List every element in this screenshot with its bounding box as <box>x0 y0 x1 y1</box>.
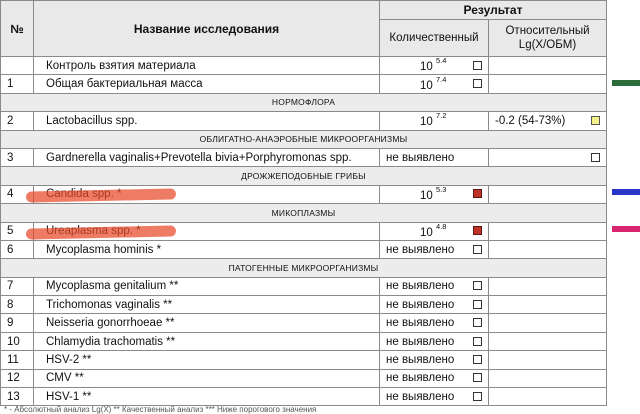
status-box-empty <box>473 355 482 364</box>
relative-result <box>489 185 607 203</box>
quant-text: не выявлено <box>386 372 455 385</box>
row-number: 7 <box>1 277 34 295</box>
relative-result <box>489 148 607 166</box>
edge-marker-pink <box>612 226 640 232</box>
relative-result <box>489 369 607 387</box>
test-name: Mycoplasma hominis * <box>34 240 380 258</box>
quant-base: 10 <box>420 79 433 92</box>
quant-result <box>380 240 489 258</box>
table-row <box>1 75 607 93</box>
row-number: 5 <box>1 222 34 240</box>
table-row <box>1 57 607 75</box>
relative-result <box>489 314 607 332</box>
quant-text: не выявлено <box>386 335 455 348</box>
status-box-empty <box>473 392 482 401</box>
test-name: Общая бактериальная масса <box>34 75 380 93</box>
table-row <box>1 351 607 369</box>
quant-result <box>380 75 489 93</box>
test-name: Neisseria gonorrhoeae ** <box>34 314 380 332</box>
edge-marker-green <box>612 80 640 86</box>
status-box-red <box>473 226 482 235</box>
section-title: ОБЛИГАТНО-АНАЭРОБНЫЕ МИКРООРГАНИЗМЫ <box>1 130 607 148</box>
test-name: HSV-1 ** <box>34 388 380 406</box>
quant-result <box>380 222 489 240</box>
status-box-empty <box>591 153 600 162</box>
section-row <box>1 130 607 148</box>
test-name: Lactobacillus spp. <box>34 112 380 130</box>
footnote: * - Абсолютный анализ Lg(X) ** Качественный анализ *** Ниже порогового значения <box>4 405 317 414</box>
test-name: Mycoplasma genitalium ** <box>34 277 380 295</box>
test-name: Контроль взятия материала <box>34 57 380 75</box>
quant-exponent: 4.8 <box>436 222 447 231</box>
table-row <box>1 112 607 130</box>
quant-result <box>380 369 489 387</box>
quant-text: не выявлено <box>386 298 455 311</box>
test-name: HSV-2 ** <box>34 351 380 369</box>
row-number: 3 <box>1 148 34 166</box>
relative-result <box>489 332 607 350</box>
row-number: 4 <box>1 185 34 203</box>
status-box-empty <box>473 318 482 327</box>
quant-result <box>380 57 489 75</box>
table-row <box>1 296 607 314</box>
section-row <box>1 204 607 222</box>
quant-result <box>380 332 489 350</box>
quant-base: 10 <box>420 189 433 202</box>
quant-result <box>380 277 489 295</box>
status-box-red <box>473 189 482 198</box>
col-num-header: № <box>1 1 34 57</box>
quant-exponent: 5.3 <box>436 185 447 195</box>
relative-value: -0.2 (54-73%) <box>495 114 566 127</box>
row-number: 8 <box>1 296 34 314</box>
section-row <box>1 93 607 111</box>
relative-result <box>489 75 607 93</box>
relative-result <box>489 222 607 240</box>
row-number: 11 <box>1 351 34 369</box>
quant-result <box>380 351 489 369</box>
table-row <box>1 148 607 166</box>
table-row <box>1 240 607 258</box>
status-box-empty <box>473 337 482 346</box>
row-number: 1 <box>1 75 34 93</box>
quant-exponent: 7.4 <box>436 74 447 84</box>
col-rel-header: Относительный Lg(X/ОБМ) <box>489 20 607 57</box>
relative-result <box>489 240 607 258</box>
quant-exponent: 5.4 <box>436 56 447 66</box>
quant-base: 10 <box>420 61 433 74</box>
status-box-empty <box>473 373 482 382</box>
quant-result <box>380 112 489 130</box>
row-number: 13 <box>1 388 34 406</box>
row-number: 9 <box>1 314 34 332</box>
test-name: Chlamydia trachomatis ** <box>34 332 380 350</box>
quant-text: не выявлено <box>386 317 455 330</box>
quant-result <box>380 314 489 332</box>
section-title: НОРМОФЛОРА <box>1 93 607 111</box>
edge-marker-blue <box>612 189 640 195</box>
test-name: Trichomonas vaginalis ** <box>34 296 380 314</box>
relative-result <box>489 296 607 314</box>
row-number: 10 <box>1 332 34 350</box>
row-number: 2 <box>1 112 34 130</box>
quant-result <box>380 388 489 406</box>
table-row <box>1 277 607 295</box>
quant-text: не выявлено <box>386 353 455 366</box>
quant-base: 10 <box>420 226 433 239</box>
section-row <box>1 259 607 277</box>
status-box-empty <box>473 281 482 290</box>
status-box-empty <box>473 79 482 88</box>
table-row <box>1 332 607 350</box>
quant-exponent: 7.2 <box>436 111 447 121</box>
table-row <box>1 314 607 332</box>
row-number <box>1 57 34 75</box>
col-name-header: Название исследования <box>34 1 380 57</box>
col-quant-header: Количественный <box>380 20 489 57</box>
table-row <box>1 369 607 387</box>
quant-result <box>380 148 489 166</box>
status-box-empty <box>473 300 482 309</box>
relative-result <box>489 277 607 295</box>
status-box-yellow <box>591 116 600 125</box>
section-title: ДРОЖЖЕПОДОБНЫЕ ГРИБЫ <box>1 167 607 185</box>
test-name: CMV ** <box>34 369 380 387</box>
section-title: МИКОПЛАЗМЫ <box>1 204 607 222</box>
status-box-empty <box>473 245 482 254</box>
quant-base: 10 <box>420 116 433 129</box>
section-title: ПАТОГЕННЫЕ МИКРООРГАНИЗМЫ <box>1 259 607 277</box>
relative-result <box>489 57 607 75</box>
row-number: 6 <box>1 240 34 258</box>
quant-text: не выявлено <box>386 280 455 293</box>
quant-text: не выявлено <box>386 390 455 403</box>
table-row <box>1 388 607 406</box>
relative-result <box>489 351 607 369</box>
quant-text: не выявлено <box>386 243 455 256</box>
status-box-empty <box>473 61 482 70</box>
col-result-header: Результат <box>380 1 607 20</box>
quant-result <box>380 296 489 314</box>
test-name: Gardnerella vaginalis+Prevotella bivia+Porphyromonas spp. <box>34 148 380 166</box>
relative-result <box>489 112 607 130</box>
quant-text: не выявлено <box>386 151 455 164</box>
section-row <box>1 167 607 185</box>
relative-result <box>489 388 607 406</box>
row-number: 12 <box>1 369 34 387</box>
quant-result <box>380 185 489 203</box>
